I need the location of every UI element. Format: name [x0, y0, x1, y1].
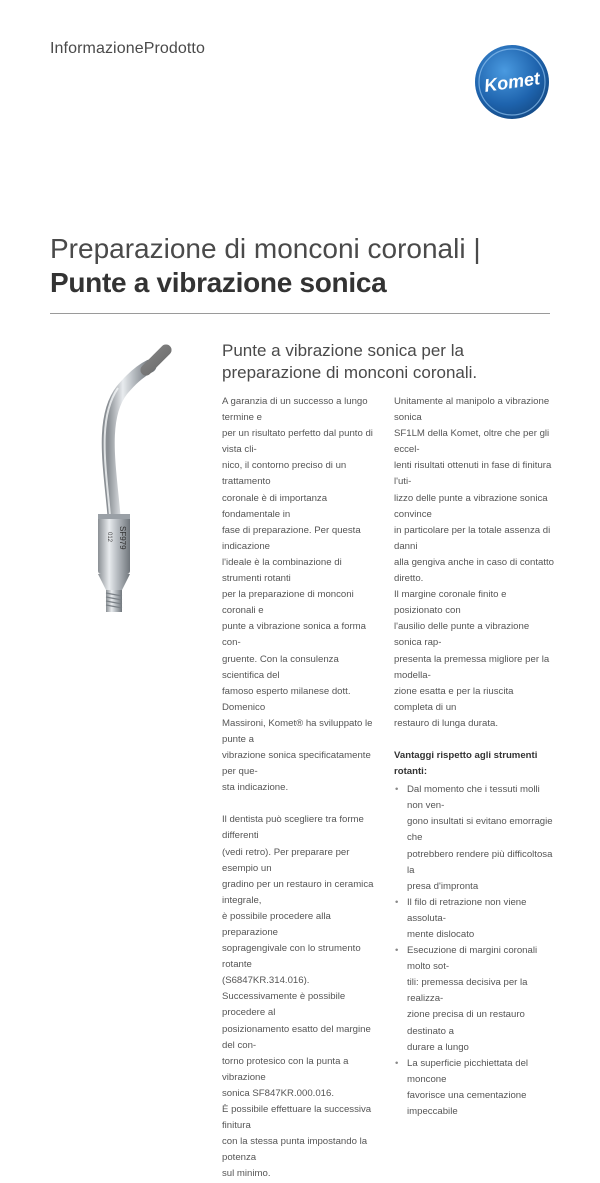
text-line: l'ideale è la combinazione di strumenti rotanti: [222, 556, 342, 585]
text-line: tili: premessa decisiva per la realizza-: [407, 977, 528, 1005]
sonic-tip-illustration: [60, 338, 180, 618]
text-line: potrebbero rendere più difficoltosa la: [407, 848, 553, 876]
text-line: con la stessa punta impostando la potenza: [222, 1136, 368, 1164]
product-image: [60, 338, 180, 618]
text-line: nico, il contorno preciso di un trattamento: [222, 460, 347, 488]
text-line: A garanzia di un successo a lungo termine e: [222, 396, 368, 424]
list-item: [394, 1056, 554, 1120]
text-line: gruente. Con la consulenza scientifica del: [222, 653, 339, 681]
page-title: [50, 232, 550, 300]
col1-paragraph-2: [222, 812, 382, 1182]
text-line: Il margine coronale finito e posizionato con: [394, 589, 507, 617]
subheading-line-2: preparazione di monconi coronali.: [222, 363, 478, 382]
text-line: sul minimo.: [222, 1168, 271, 1180]
advantages-heading: Vantaggi rispetto agli strumenti rotanti:: [394, 749, 538, 778]
col2-paragraph-1: [394, 394, 554, 732]
text-line: restauro di lunga durata.: [394, 717, 498, 729]
text-line: in particolare per la totale assenza di danni: [394, 524, 551, 552]
text-line: alla gengiva anche in caso di contatto diretto.: [394, 556, 555, 585]
text-line: Il dentista può scegliere tra forme differenti: [222, 814, 364, 842]
text-line: l'ausilio delle punte a vibrazione sonica rap-: [394, 621, 530, 649]
text-line: gradino per un restauro in ceramica integrale,: [222, 878, 374, 906]
komet-logo-graphic: [474, 44, 550, 120]
text-line: SF1LM della Komet, oltre che per gli eccel-: [394, 428, 550, 456]
text-line: torno protesico con la punta a vibrazione: [222, 1055, 349, 1083]
text-line: presa d'impronta: [407, 880, 479, 892]
product-size: 012: [106, 532, 112, 543]
text-line: gono insultati si evitano emorragie che: [407, 816, 553, 844]
subheading-line-1: Punte a vibrazione sonica per la: [222, 341, 464, 360]
title-line-1: Preparazione di monconi coronali |: [50, 233, 481, 264]
text-line: lenti risultati ottenuti in fase di finitura l'uti-: [394, 460, 552, 488]
komet-logo: [474, 44, 550, 120]
text-line: • Dal momento che i tessuti molli non ven-: [407, 784, 540, 812]
text-line: favorisce una cementazione impeccabile: [407, 1089, 527, 1118]
text-line: vibrazione sonica specificatamente per que-: [222, 750, 371, 778]
text-line: (S6847KR.314.016).: [222, 975, 310, 987]
list-item: [394, 895, 554, 943]
body-column-1: [222, 394, 382, 1183]
list-item: [394, 943, 554, 1056]
text-line: è possibile procedere alla preparazione: [222, 910, 331, 938]
title-line-2: Punte a vibrazione sonica: [50, 267, 387, 298]
text-line: lizzo delle punte a vibrazione sonica convince: [394, 492, 548, 520]
text-line: Unitamente al manipolo a vibrazione sonica: [394, 396, 550, 424]
text-line: È possibile effettuare la successiva finitura: [222, 1104, 372, 1132]
text-line: Successivamente è possibile procedere al: [222, 991, 346, 1019]
text-line: • Esecuzione di margini coronali molto sot-: [407, 945, 538, 973]
title-divider: [50, 313, 550, 314]
col1-paragraph-1: [222, 394, 382, 796]
text-line: • La superficie picchiettata del moncone: [407, 1057, 529, 1085]
text-line: coronale è di importanza fondamentale in: [222, 492, 328, 520]
text-line: famoso esperto milanese dott. Domenico: [222, 685, 351, 713]
text-line: per un risultato perfetto dal punto di vista cli-: [222, 428, 373, 456]
text-line: (vedi retro). Per preparare per esempio un: [222, 846, 350, 874]
text-line: durare a lungo: [407, 1041, 469, 1053]
text-line: posizionamento esatto del margine del con-: [222, 1023, 371, 1051]
product-engraving: SF979: [118, 526, 127, 550]
text-line: presenta la premessa migliore per la modellа-: [394, 653, 550, 681]
text-line: zione esatta e per la riuscita completa di un: [394, 685, 514, 713]
text-line: sta indicazione.: [222, 782, 289, 794]
text-line: zione precisa di un restauro destinato a: [407, 1009, 525, 1037]
text-line: Massironi, Komet® ha sviluppato le punte a: [222, 717, 373, 745]
text-line: • Il filo di retrazione non viene assoluta-: [407, 896, 527, 924]
subheading: [222, 340, 542, 384]
body-column-2: [394, 394, 554, 1120]
text-line: mente dislocato: [407, 929, 475, 940]
header-label: InformazioneProdotto: [50, 40, 205, 57]
text-line: punte a vibrazione sonica a forma con-: [222, 621, 366, 649]
advantages-list: [394, 782, 554, 1120]
text-line: per la preparazione di monconi coronali e: [222, 589, 354, 617]
text-line: fase di preparazione. Per questa indicazione: [222, 524, 361, 552]
text-line: sopragengivale con lo strumento rotante: [222, 943, 361, 971]
logo-text: Komet: [482, 68, 542, 96]
list-item: [394, 782, 554, 895]
text-line: sonica SF847KR.000.016.: [222, 1087, 335, 1099]
